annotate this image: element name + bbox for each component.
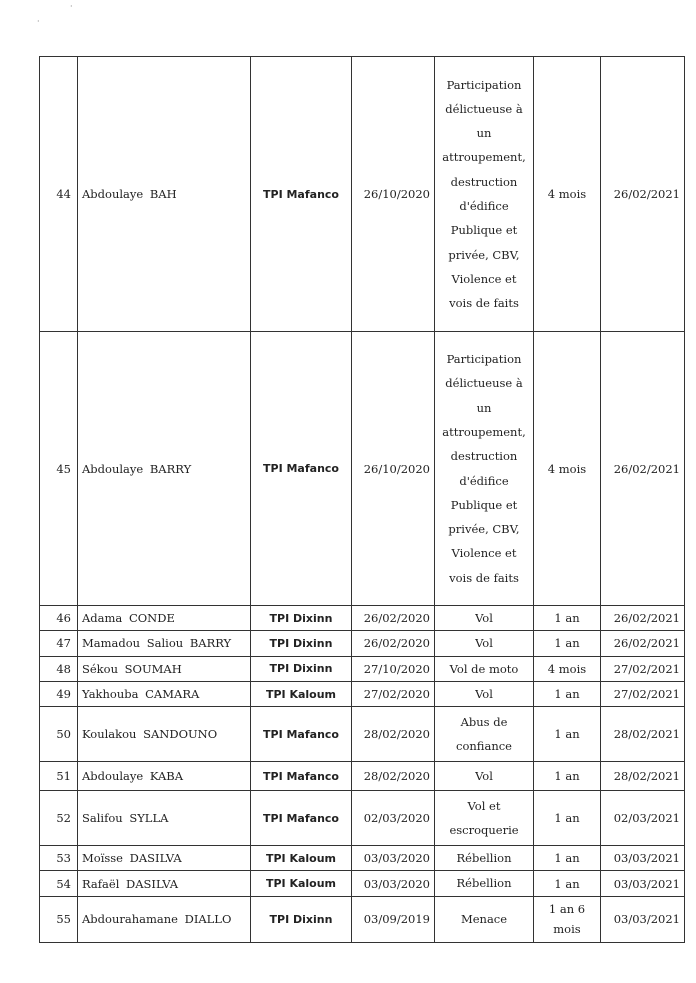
- court-name: TPI Kaloum: [251, 871, 352, 896]
- court-name: TPI Dixinn: [251, 656, 352, 681]
- row-number: 44: [40, 57, 78, 332]
- release-date: 26/02/2021: [601, 606, 685, 631]
- court-name: TPI Kaloum: [251, 681, 352, 706]
- row-number: 46: [40, 606, 78, 631]
- table-row: [40, 791, 685, 846]
- person-name: Adama CONDE: [78, 606, 251, 631]
- release-date: 26/02/2021: [601, 332, 685, 606]
- sentence-text: 1 an: [534, 681, 601, 706]
- offense-text: Vol et escroquerie: [435, 791, 534, 846]
- table-row: [40, 871, 685, 896]
- judgment-date: 26/02/2020: [352, 606, 435, 631]
- row-number: 45: [40, 332, 78, 606]
- table-row: [40, 707, 685, 762]
- offense-text: Rébellion: [435, 871, 534, 896]
- offense-text: Vol: [435, 762, 534, 791]
- court-name: TPI Dixinn: [251, 606, 352, 631]
- judgment-date: 02/03/2020: [352, 791, 435, 846]
- row-number: 54: [40, 871, 78, 896]
- table-row: [40, 846, 685, 871]
- sentence-text: 1 an: [534, 707, 601, 762]
- row-number: 50: [40, 707, 78, 762]
- person-name: Abdourahamane DIALLO: [78, 896, 251, 942]
- row-number: 48: [40, 656, 78, 681]
- offense-text: Participation délictueuse à un attroupement, destruction d'édifice Publique et privée, CBV, Violence et vois de faits: [435, 57, 534, 332]
- person-name: Abdoulaye BAH: [78, 57, 251, 332]
- judgment-date: 03/09/2019: [352, 896, 435, 942]
- court-name: TPI Mafanco: [251, 791, 352, 846]
- judgment-date: 03/03/2020: [352, 871, 435, 896]
- table-row: [40, 57, 685, 332]
- release-date: 26/02/2021: [601, 57, 685, 332]
- sentence-text: 1 an: [534, 631, 601, 656]
- release-date: 27/02/2021: [601, 681, 685, 706]
- release-date: 28/02/2021: [601, 707, 685, 762]
- judgment-date: 26/10/2020: [352, 57, 435, 332]
- person-name: Sékou SOUMAH: [78, 656, 251, 681]
- person-name: Mamadou Saliou BARRY: [78, 631, 251, 656]
- offense-text: Abus de confiance: [435, 707, 534, 762]
- table-row: [40, 762, 685, 791]
- offense-text: Participation délictueuse à un attroupement, destruction d'édifice Publique et privée, CBV, Violence et vois de faits: [435, 332, 534, 606]
- table-row: [40, 606, 685, 631]
- judgment-date: 28/02/2020: [352, 707, 435, 762]
- row-number: 52: [40, 791, 78, 846]
- judgment-date: 28/02/2020: [352, 762, 435, 791]
- sentence-text: 4 mois: [534, 656, 601, 681]
- court-name: TPI Kaloum: [251, 846, 352, 871]
- row-number: 51: [40, 762, 78, 791]
- table-row: [40, 631, 685, 656]
- row-number: 55: [40, 896, 78, 942]
- person-name: Yakhouba CAMARA: [78, 681, 251, 706]
- judgment-date: 26/10/2020: [352, 332, 435, 606]
- detainee-table: [39, 56, 685, 943]
- court-name: TPI Dixinn: [251, 896, 352, 942]
- row-number: 53: [40, 846, 78, 871]
- table-row: [40, 681, 685, 706]
- release-date: 26/02/2021: [601, 631, 685, 656]
- offense-text: Vol de moto: [435, 656, 534, 681]
- sentence-text: 4 mois: [534, 57, 601, 332]
- release-date: 03/03/2021: [601, 896, 685, 942]
- release-date: 02/03/2021: [601, 791, 685, 846]
- person-name: Abdoulaye BARRY: [78, 332, 251, 606]
- release-date: 03/03/2021: [601, 846, 685, 871]
- table-row: [40, 896, 685, 942]
- judgment-date: 27/02/2020: [352, 681, 435, 706]
- court-name: TPI Mafanco: [251, 57, 352, 332]
- scan-speck: ·: [37, 17, 40, 26]
- sentence-text: 1 an: [534, 762, 601, 791]
- row-number: 47: [40, 631, 78, 656]
- offense-text: Vol: [435, 606, 534, 631]
- judgment-date: 26/02/2020: [352, 631, 435, 656]
- release-date: 28/02/2021: [601, 762, 685, 791]
- table-row: [40, 332, 685, 606]
- court-name: TPI Mafanco: [251, 707, 352, 762]
- release-date: 03/03/2021: [601, 871, 685, 896]
- offense-text: Vol: [435, 631, 534, 656]
- scan-speck: ·: [70, 2, 73, 11]
- sentence-text: 1 an 6 mois: [534, 896, 601, 942]
- sentence-text: 1 an: [534, 871, 601, 896]
- court-name: TPI Mafanco: [251, 762, 352, 791]
- sentence-text: 1 an: [534, 791, 601, 846]
- row-number: 49: [40, 681, 78, 706]
- court-name: TPI Dixinn: [251, 631, 352, 656]
- sentence-text: 1 an: [534, 606, 601, 631]
- person-name: Moïsse DASILVA: [78, 846, 251, 871]
- sentence-text: 4 mois: [534, 332, 601, 606]
- offense-text: Vol: [435, 681, 534, 706]
- person-name: Abdoulaye KABA: [78, 762, 251, 791]
- table-row: [40, 656, 685, 681]
- judgment-date: 03/03/2020: [352, 846, 435, 871]
- offense-text: Rébellion: [435, 846, 534, 871]
- court-name: TPI Mafanco: [251, 332, 352, 606]
- person-name: Rafaël DASILVA: [78, 871, 251, 896]
- release-date: 27/02/2021: [601, 656, 685, 681]
- person-name: Salifou SYLLA: [78, 791, 251, 846]
- person-name: Koulakou SANDOUNO: [78, 707, 251, 762]
- sentence-text: 1 an: [534, 846, 601, 871]
- judgment-date: 27/10/2020: [352, 656, 435, 681]
- offense-text: Menace: [435, 896, 534, 942]
